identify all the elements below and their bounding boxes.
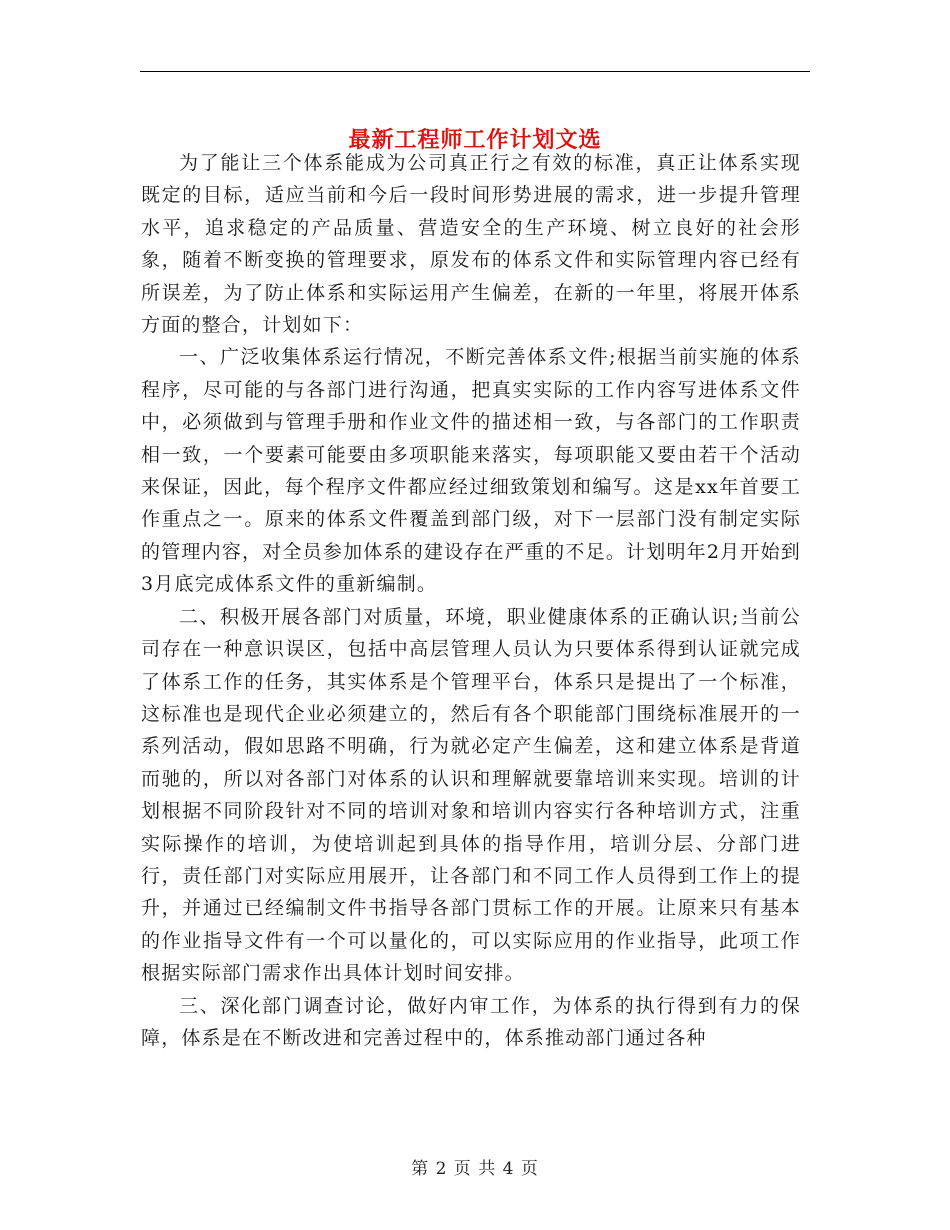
header-rule [140,71,810,72]
document-body [141,147,801,1054]
paragraph-section-1: 一、广泛收集体系运行情况，不断完善体系文件;根据当前实施的体系程序，尽可能的与各部门进行沟通，把真实实际的工作内容写进体系文件中，必须做到与管理手册和作业文件的描述相一致，与各部门的工作职责相一致，一个要素可能要由多项职能来落实，每项职能又要由若干个活动来保证，因此，每个程序文件都应经过细致策划和编写。这是xx年首要工作重点之一。原来的体系文件覆盖到部门级，对下一层部门没有制定实际的管理内容，对全员参加体系的建设存在严重的不足。计划明年2月开始到3月底完成体系文件的重新编制。 [141,346,801,596]
paragraph-section-2: 二、积极开展各部门对质量，环境，职业健康体系的正确认识;当前公司存在一种意识误区，包括中高层管理人员认为只要体系得到认证就完成了体系工作的任务，其实体系是个管理平台，体系只是提出了一个标准，这标准也是现代企业必须建立的，然后有各个职能部门围绕标准展开的一系列活动，假如思路不明确，行为就必定产生偏差，这和建立体系是背道而驰的，所以对各部门对体系的认识和理解就要靠培训来实现。培训的计划根据不同阶段针对不同的培训对象和培训内容实行各种培训方式，注重实际操作的培训，为使培训起到具体的指导作用，培训分层、分部门进行，责任部门对实际应用展开，让各部门和不同工作人员得到工作上的提升，并通过已经编制文件书指导各部门贯标工作的开展。让原来只有基本的作业指导文件有一个可以量化的，可以实际应用的作业指导，此项工作根据实际部门需求作出具体计划时间安排。 [141,605,801,985]
paragraph-section-3: 三、深化部门调查讨论，做好内审工作，为体系的执行得到有力的保障，体系是在不断改进和完善过程中的，体系推动部门通过各种 [141,994,801,1049]
page-number-footer: 第 2 页 共 4 页 [411,1159,539,1179]
paragraph-intro: 为了能让三个体系能成为公司真正行之有效的标准，真正让体系实现既定的目标，适应当前和今后一段时间形势进展的需求，进一步提升管理水平，追求稳定的产品质量、营造安全的生产环境、树立良好的社会形象，随着不断变换的管理要求，原发布的体系文件和实际管理内容已经有所误差，为了防止体系和实际运用产生偏差，在新的一年里，将展开体系方面的整合，计划如下： [141,152,801,337]
document-title: 最新工程师工作计划文选 [348,127,602,153]
